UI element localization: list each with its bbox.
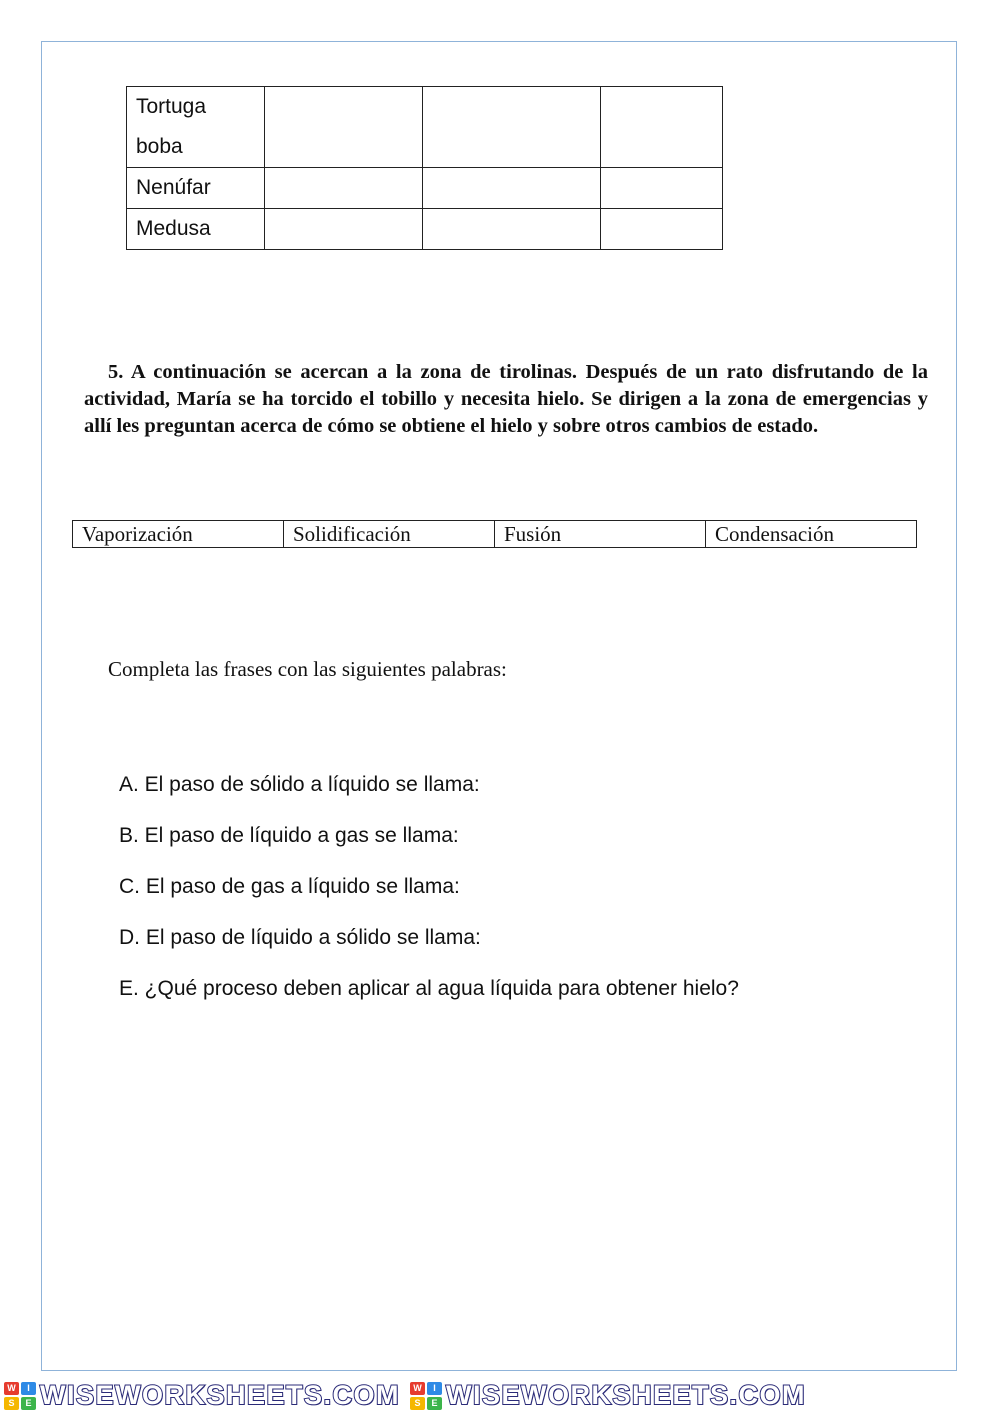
logo-letter: E (427, 1397, 442, 1410)
brand-text: WISEWORKSHEETS.COM (40, 1380, 401, 1410)
word-bank-row (73, 521, 917, 548)
organism-name (127, 209, 265, 250)
table-cell[interactable] (423, 87, 601, 168)
question-5: 5. A continuación se acercan a la zona de tirolinas. Después de un rato disfrutando de la actividad, María se ha torcido el tobillo y necesita hielo. Se dirigen a la zona de emergencias y allí les preguntan acerca de cómo se obtiene el hielo y sobre otros cambios de estado. (84, 361, 928, 437)
brand-logo (0, 1380, 400, 1411)
organism-name-text: Medusa (136, 217, 211, 240)
sentence-item: C. El paso de gas a líquido se llama: (119, 875, 460, 898)
logo-letter: W (4, 1382, 19, 1395)
sentence-item: B. El paso de líquido a gas se llama: (119, 824, 459, 847)
logo-letter: S (4, 1397, 19, 1410)
organism-name-text: Tortuga boba (136, 95, 207, 158)
brand-logo (406, 1380, 806, 1411)
table-row (127, 87, 723, 168)
table-row (127, 168, 723, 209)
table-cell[interactable] (265, 87, 423, 168)
table-cell[interactable] (423, 168, 601, 209)
table-cell[interactable] (601, 168, 723, 209)
organism-table (126, 86, 723, 250)
brand-text: WISEWORKSHEETS.COM (446, 1380, 807, 1410)
table-cell[interactable] (601, 209, 723, 250)
table-row (127, 209, 723, 250)
logo-letter: I (427, 1382, 442, 1395)
instructions-text: Completa las frases con las siguientes palabras: (108, 657, 507, 681)
word-bank-item[interactable]: Fusión (495, 521, 706, 548)
organism-name-text: Nenúfar (136, 176, 211, 199)
brand-logo-icon (410, 1382, 442, 1410)
word-bank-table (72, 520, 917, 548)
organism-name (127, 87, 265, 168)
organism-name (127, 168, 265, 209)
sentence-item: E. ¿Qué proceso deben aplicar al agua líquida para obtener hielo? (119, 977, 739, 1000)
logo-letter: W (410, 1382, 425, 1395)
table-cell[interactable] (265, 168, 423, 209)
word-bank-item[interactable]: Vaporización (73, 521, 284, 548)
sentence-list (119, 770, 739, 1025)
word-bank-item[interactable]: Solidificación (284, 521, 495, 548)
logo-letter: S (410, 1397, 425, 1410)
table-cell[interactable] (265, 209, 423, 250)
sentence-item: A. El paso de sólido a líquido se llama: (119, 773, 480, 796)
sentence-item: D. El paso de líquido a sólido se llama: (119, 926, 481, 949)
word-bank-item[interactable]: Condensación (706, 521, 917, 548)
logo-letter: I (21, 1382, 36, 1395)
logo-letter: E (21, 1397, 36, 1410)
footer-watermark (0, 1378, 1000, 1413)
brand-logo-icon (4, 1382, 36, 1410)
table-cell[interactable] (601, 87, 723, 168)
table-cell[interactable] (423, 209, 601, 250)
